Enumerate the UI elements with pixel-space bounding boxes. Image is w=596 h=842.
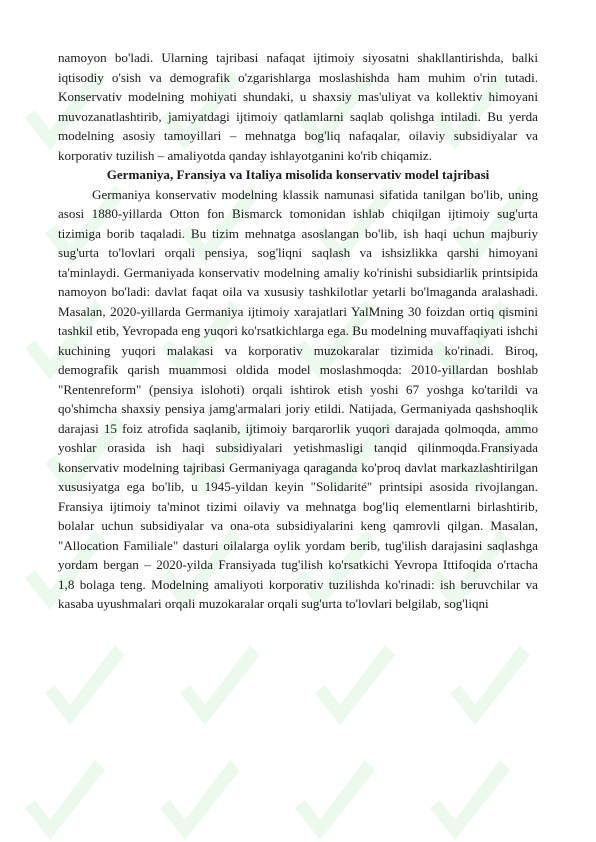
section-heading: Germaniya, Fransiya va Italiya misolida konservativ model tajribasi xyxy=(106,167,490,182)
watermark-check xyxy=(315,645,395,725)
watermark-check xyxy=(160,760,240,840)
intro-paragraph: namoyon bo'ladi. Ularning tajribasi nafaqat ijtimoiy siyosatni shakllantirishda, balki iqtisodiy o'sish va demografik o'zgarishlarga moslashishda ham muhim o'rin tutadi. Konservativ modelning mohiyati shundaki, u shaxsiy mas'uliyat va kollektiv himoyani muvozanatlashtirib, jamiyatdagi ijtimoiy qatlamlarni saqlab qolishga intiladi. Bu yerda modelning asosiy tamoyillari – mehnatga bog'liq nafaqalar, oilaviy subsidiyalar va korporativ tuzilish – amaliyotda qanday ishlayotganini ko'rib chiqamiz. xyxy=(58,50,538,163)
watermark-check xyxy=(295,760,375,840)
body-paragraph: Germaniya konservativ modelning klassik namunasi sifatida tanilgan bo'lib, uning asosi 1880-yillarda Otton fon Bismarck tomonidan ishlab chiqilgan ijtimoiy sug'urta tizimiga borib taqaladi. Bu tizim mehnatga asoslangan bo'lib, ish haqi uchun majburiy sug'urta to'lovlari orqali pensiya, sog'liqni saqlash va ishsizlikka qarshi himoyani ta'minlaydi. Germaniyada konservativ modelning amaliy ko'rinishi subsidiarlik printsipida namoyon bo'ladi: davlat faqat oila va xususiy tashkilotlar yetarli bo'lmaganda aralashadi. Masalan, 2020-yillarda Germaniya ijtimoiy xarajatlari YalMning 30 foizdan ortiq qismini tashkil etib, Yevropada eng yuqori ko'rsatkichlarga ega. Bu modelning muvaffaqiyati ishchi kuchining yuqori malakasi va korporativ muzokaralar tizimida ko'rinadi. Biroq, demografik qarish muammosi oldida model moslashmoqda: 2010-yillardan boshlab "Rentenreform" (pensiya islohoti) orqali ishtirok etish yoshi 67 yoshga ko'tarildi va qo'shimcha shaxsiy pensiya jamg'armalari joriy etildi. Natijada, Germaniyada qashshoqlik darajasi 15 foiz atrofida saqlanib, ijtimoiy barqarorlik yuqori darajada qolmoqda, ammo yoshlar orasida ish haqi subsidiyalari yetishmasligi tanqid qilinmoqda.Fransiyada konservativ modelning tajribasi Germaniyaga qaraganda ko'proq davlat markazlashtirilgan xususiyatga ega bo'lib, u 1945-yildan keyin "Solidarité" printsipi asosida rivojlangan. Fransiya ijtimoiy ta'minot tizimi oilaviy va mehnatga bog'liq elementlarni birlashtirib, bolalar uchun subsidiyalar va ona-ota subsidiyalarini keng qamrovli qilgan. Masalan, "Allocation Familiale" dasturi oilalarga oylik yordam berib, tug'ilish darajasini saqlashga yordam bergan – 2020-yilda Fransiyada tug'ilish ko'rsatkichi Yevropa Ittifoqida o'rtacha 1,8 bolaga teng. Modelning amaliyoti korporativ tuzilishda ko'rinadi: ish beruvchilar va kasaba uyushmalari orqali muzokaralar orqali sug'urta to'lovlari belgilab, sog'liqni xyxy=(58,186,538,611)
watermark-check xyxy=(180,645,260,725)
document-page xyxy=(58,48,538,614)
watermark-check xyxy=(45,645,125,725)
watermark-check xyxy=(450,645,530,725)
watermark-check xyxy=(25,760,105,840)
watermark-check xyxy=(430,760,510,840)
